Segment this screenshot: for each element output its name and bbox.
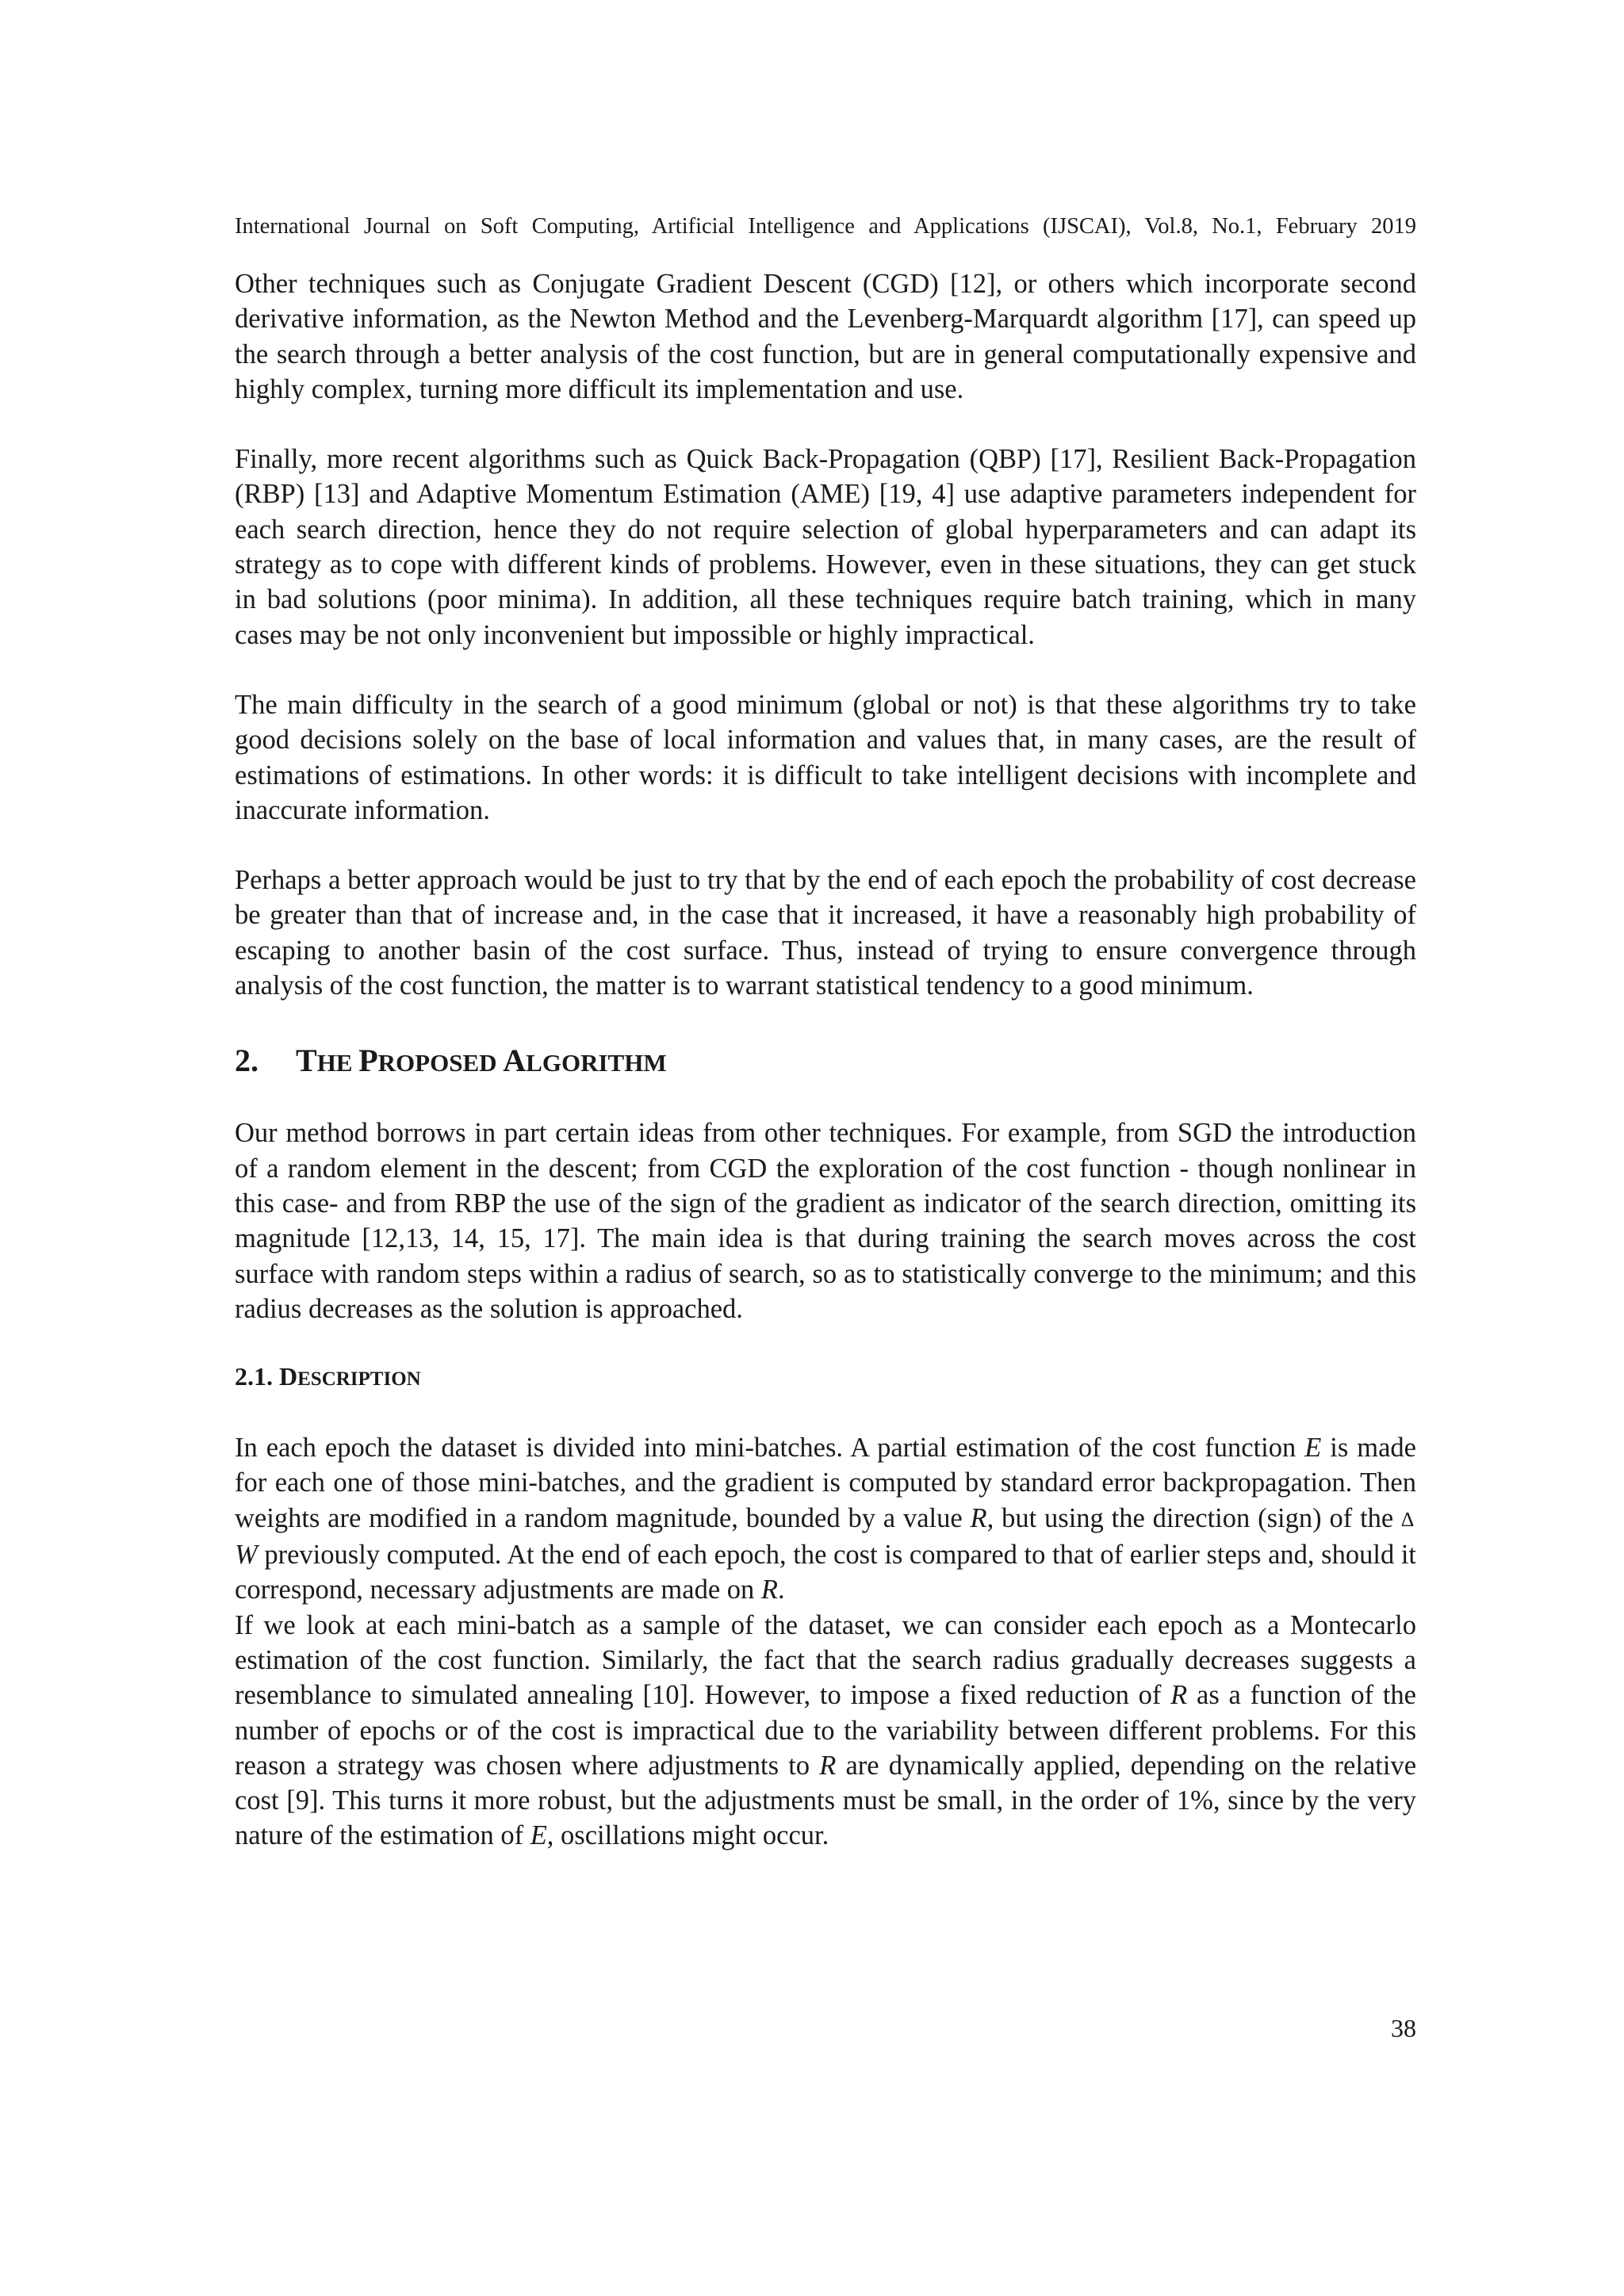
text-run: as a function of the number of epochs or of the cost is impractical due to the variability between different problems. For this reason a strategy was chosen where adjustments to	[235, 1680, 1416, 1781]
subsection-number: 2.1.	[235, 1362, 279, 1391]
section-heading-proposed-algorithm	[235, 1042, 1416, 1082]
subsection-title-part: ESCRIPTION	[297, 1368, 421, 1391]
section-title-part: T	[296, 1043, 317, 1079]
text-run: If we look at each mini-batch as a sample of the dataset, we can consider each epoch as a Montecarlo estimation of the cost function. Similarly, the fact that the search radius gradually decreases suggests a resemblance to simulated annealing [10]. However, to impose a fixed reduction of	[235, 1609, 1416, 1711]
text-run: , but using the direction (sign) of the	[986, 1502, 1402, 1533]
text-run: are dynamically applied, depending on the relative cost [9]. This turns it more robust, but the adjustments must be small, in the order of 1%, since by the very nature of the estimation of	[235, 1750, 1417, 1851]
paragraph-main-difficulty: The main difficulty in the search of a good minimum (global or not) is that these algorithms try to take good decisions solely on the base of local information and values that, in many cases, are the result of estimations of estimations. In other words: it is difficult to take intelligent decisions with incomplete and inaccurate information.	[235, 689, 1416, 825]
page-number: 38	[1391, 2014, 1416, 2042]
symbol-E: E	[530, 1820, 547, 1851]
main-content	[235, 266, 1416, 1854]
text-run: , oscillations might occur.	[546, 1820, 829, 1851]
running-header: International Journal on Soft Computing, Artificial Intelligence and Applications (IJSCAI), Vol.8, No.1, February 2019	[235, 214, 1416, 239]
symbol-R: R	[1170, 1680, 1188, 1711]
text-run: previously computed. At the end of each epoch, the cost is compared to that of earlier steps and, should it correspond, necessary adjustments are made on	[235, 1540, 1416, 1605]
symbol-R: R	[970, 1502, 987, 1533]
symbol-R: R	[760, 1575, 778, 1605]
symbol-W: W	[235, 1540, 258, 1571]
text-run: In each epoch the dataset is divided into mini-batches. A partial estimation of the cost function	[235, 1433, 1305, 1464]
paragraph-method-intro: Our method borrows in part certain ideas from other techniques. For example, from SGD the introduction of a random element in the descent; from CGD the exploration of the cost function - though nonlinear in this case- and from RBP the use of the sign of the gradient as indicator of the search direction, omitting its magnitude [12,13, 14, 15, 17]. The main idea is that during training the search moves across the cost surface with random steps within a radius of search, so as to statistically converge to the minimum; and this radius decreases as the solution is approached.	[235, 1118, 1416, 1324]
symbol-E: E	[1304, 1433, 1322, 1464]
paragraph-better-approach: Perhaps a better approach would be just to try that by the end of each epoch the probability of cost decrease be greater than that of increase and, in the case that it increased, it have a reasonably high probability of escaping to another basin of the cost surface. Thus, instead of trying to ensure convergence through analysis of the cost function, the matter is to warrant statistical tendency to a good minimum.	[235, 865, 1416, 1001]
text-run: .	[777, 1575, 785, 1605]
text-run: is made for each one of those mini-batches, and the gradient is computed by standard error backpropagation. Then weights are modified in a random magnitude, bounded by a value	[235, 1433, 1416, 1533]
section-title-part: ROPOSED	[377, 1049, 504, 1077]
section-title-part: HE	[316, 1049, 359, 1077]
section-title-part: P	[358, 1043, 378, 1079]
section-title-part: A	[503, 1043, 527, 1079]
subsection-title-part: D	[279, 1362, 298, 1391]
paragraph-recent-algorithms: Finally, more recent algorithms such as Quick Back-Propagation (QBP) [17], Resilient Back-Propagation (RBP) [13] and Adaptive Momentum Estimation (AME) [19, 4] use adaptive parameters independent for each search direction, hence they do not require selection of global hyperparameters and can adapt its strategy as to cope with different kinds of problems. However, even in these situations, they can get stuck in bad solutions (poor minima). In addition, all these techniques require batch training, which in many cases may be not only inconvenient but impossible or highly impractical.	[235, 444, 1416, 650]
section-title-part: LGORITHM	[526, 1049, 667, 1077]
subsection-heading-description	[235, 1359, 1416, 1397]
symbol-R: R	[819, 1750, 837, 1781]
delta-symbol: ∆	[1401, 1507, 1414, 1531]
paragraph-description-montecarlo	[235, 1608, 1416, 1854]
paragraph-cgd: Other techniques such as Conjugate Gradient Descent (CGD) [12], or others which incorporate second derivative information, as the Newton Method and the Levenberg-Marquardt algorithm [17], can speed up the search through a better analysis of the cost function, but are in general computationally expensive and highly complex, turning more difficult its implementation and use.	[235, 269, 1416, 404]
section-number: 2.	[235, 1043, 259, 1079]
paragraph-description-epoch	[235, 1430, 1416, 1607]
